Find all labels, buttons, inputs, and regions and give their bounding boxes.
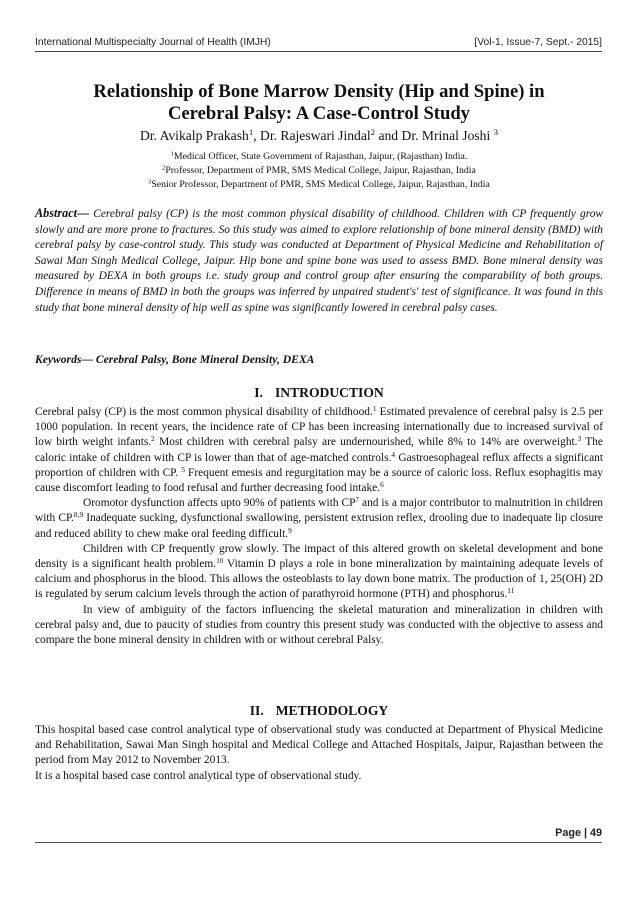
author-3-affil: 3 bbox=[493, 127, 499, 138]
author-1-affil: 1 bbox=[248, 127, 254, 138]
author-2: , Dr. Rajeswari Jindal bbox=[253, 128, 371, 143]
intro-paragraph-3: Children with CP frequently grow slowly. The impact of this altered growth on skeletal development and bone density is a significant health problem.$^{10}$ Vitamin D plays a role in bone mineralization by maintaining adequate levels of calcium and phosphorus in the blood. This allows the osteoblasts to lay down bone matrix. The production of 1, 25(OH) 2D is regulated by serum calcium levels through the action of parathyroid hormone (PTH) and phosphorus.$^{11}$ bbox=[35, 542, 603, 601]
intro-paragraph-4: In view of ambiguity of the factors influencing the skeletal maturation and mineralization in children with cerebral palsy and, due to paucity of studies from country this present study was conducted with the objective to assess and compare the bone mineral density in children with or without cerebral Palsy. bbox=[35, 603, 603, 647]
author-list bbox=[40, 128, 598, 144]
keywords: Keywords— Cerebral Palsy, Bone Mineral Density, DEXA bbox=[35, 353, 315, 366]
affiliation-2: $^2$Professor, Department of PMR, SMS Medical College, Jaipur, Rajasthan, India bbox=[162, 164, 476, 176]
author-3: and Dr. Mrinal Joshi bbox=[375, 128, 494, 143]
header-rule bbox=[35, 51, 602, 52]
paper-title-line-1: Relationship of Bone Marrow Density (Hip and Spine) in bbox=[93, 81, 545, 102]
abstract-label: Abstract— bbox=[35, 206, 90, 220]
section-heading-introduction: I. INTRODUCTION bbox=[254, 385, 384, 400]
abstract bbox=[35, 206, 603, 316]
affiliation-3: $^3$Senior Professor, Department of PMR, SMS Medical College, Jaipur, Rajasthan, India bbox=[148, 178, 490, 190]
author-2-affil: 2 bbox=[370, 127, 376, 138]
paper-title-line-2: Cerebral Palsy: A Case-Control Study bbox=[168, 103, 470, 124]
journal-name: International Multispecialty Journal of Health (IMJH) bbox=[35, 37, 271, 48]
section-heading-methodology: II. METHODOLOGY bbox=[249, 703, 389, 718]
issue-info: [Vol-1, Issue-7, Sept.- 2015] bbox=[474, 37, 602, 48]
intro-paragraph-2: Oromotor dysfunction affects upto 90% of patients with $CP^7$ and is a major contributor to malnutrition in children with CP.$^{8,9}$ Inadequate sucking, dysfunctional swallowing, persistent extrusion reflex, drooling due to inadequate lip closure and reduced ability to chew make oral feeding difficult.$^9$ bbox=[35, 495, 603, 540]
method-paragraph-2: It is a hospital based case control analytical type of observational study. bbox=[35, 769, 362, 782]
method-paragraph-1: This hospital based case control analytical type of observational study was conducted at Department of Physical Medicine and Rehabilitation, Sawai Man Singh hospital and Medical College and Attached Hospitals, Jaipur, Rajasthan between the period from May 2012 to November 2013. bbox=[35, 724, 603, 767]
affiliation-1: $^1$Medical Officer, State Government of Rajasthan, Jaipur, (Rajasthan) India. bbox=[170, 150, 468, 162]
intro-paragraph-1: Cerebral palsy (CP) is the most common physical disability of childhood.$^1$ Estimated prevalence of cerebral palsy is 2.5 per 1000 population. In recent years, the incidence rate of CP has been increasing internationally due to increased survival of low birth weight infants.$^2$ Most children with cerebral palsy are undernourished, while 8% to 14% are overweight.$^3$ The caloric intake of children with CP is lower than that of age-matched controls.$^4$ Gastroesophageal reflux affects a significant proportion of children with CP. $^5$ Frequent emesis and regurgitation may be a source of caloric loss. Reflux esophagitis may cause discomfort leading to food refusal and further decreasing food intake.$^6$ bbox=[35, 403, 603, 495]
author-1: Dr. Avikalp Prakash bbox=[139, 128, 249, 143]
abstract-text: Cerebral palsy (CP) is the most common physical disability of childhood. Children with CP frequently grow slowly and are more prone to fractures. So this study was aimed to explore relationship of bone mineral density (BMD) with cerebral palsy by case-control study. This study was conducted at Department of Physical Medicine and Rehabilitation of Sawai Man Singh Medical College, Jaipur. Hip bone and spine bone was used to assess BMD. Bone mineral density was measured by DEXA in both groups i.e. study group and control group after ensuring the comparability of both groups. Difference in means of BMD in both the groups was inferred by unpaired student's' test of significance. It was found in this study that bone mineral density of hip well as spine was significantly lowered in cerebral palsy cases. bbox=[35, 208, 603, 314]
footer-rule bbox=[35, 842, 602, 843]
introduction-body bbox=[35, 405, 603, 648]
methodology-body bbox=[35, 723, 603, 784]
page-number: Page | 49 bbox=[555, 827, 602, 839]
